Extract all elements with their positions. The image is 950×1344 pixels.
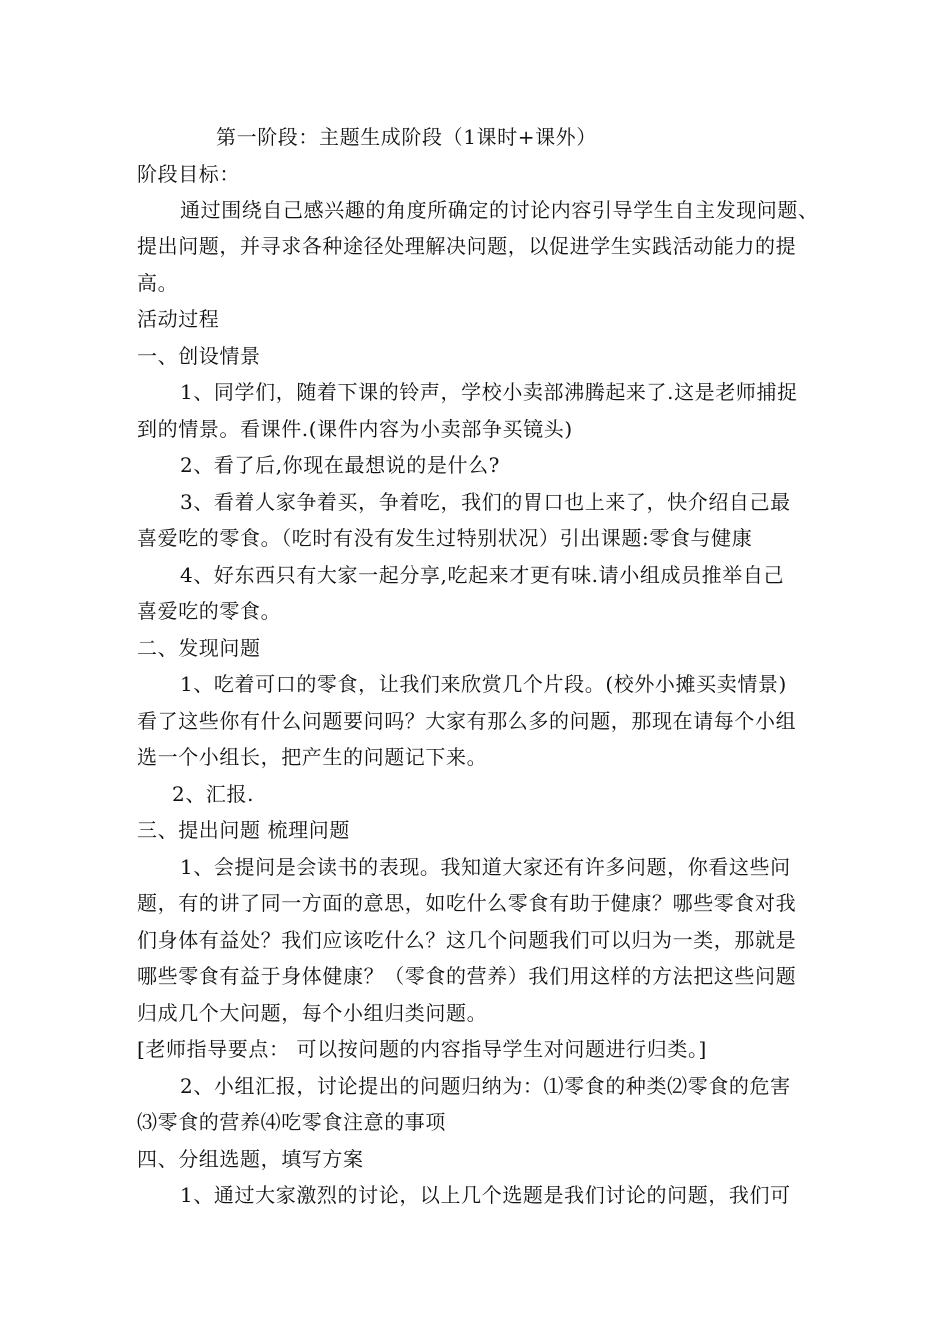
section-heading: 三、提出问题 梳理问题 — [137, 818, 350, 842]
paragraph-line: 看了这些你有什么问题要问吗？大家有那么多的问题，那现在请每个小组 — [137, 709, 797, 733]
paragraph-line: 提出问题，并寻求各种途径处理解决问题，以促进学生实践活动能力的提 — [137, 234, 797, 258]
stage-title: 第一阶段：主题生成阶段（1课时+课外） — [216, 125, 597, 149]
paragraph-line: 1、通过大家激烈的讨论，以上几个选题是我们讨论的问题，我们可 — [180, 1183, 791, 1207]
stage-goal-heading: 阶段目标： — [137, 162, 240, 186]
paragraph-line: 高。 — [137, 271, 179, 295]
paragraph-line: ⑶零食的营养⑷吃零食注意的事项 — [137, 1110, 446, 1134]
section-heading: 活动过程 — [137, 307, 220, 331]
teacher-note: [老师指导要点： 可以按问题的内容指导学生对问题进行归类。] — [137, 1037, 707, 1061]
paragraph-line: 1、会提问是会读书的表现。我知道大家还有许多问题，你看这些问 — [180, 855, 791, 879]
paragraph-line: 喜爱吃的零食。（吃时有没有发生过特别状况）引出课题:零食与健康 — [137, 526, 753, 550]
paragraph-line: 3、看着人家争着买，争着吃，我们的胃口也上来了，快介绍自己最 — [180, 490, 791, 514]
paragraph-line: 到的情景。看课件.(课件内容为小卖部争买镜头) — [137, 417, 573, 441]
paragraph-line: 2、汇报. — [172, 782, 255, 806]
section-heading: 一、创设情景 — [137, 344, 261, 368]
paragraph-line: 归成几个大问题，每个小组归类问题。 — [137, 1001, 488, 1025]
paragraph-line: 们身体有益处？我们应该吃什么？这几个问题我们可以归为一类，那就是 — [137, 928, 797, 952]
paragraph-line: 选一个小组长，把产生的问题记下来。 — [137, 745, 488, 769]
section-heading: 四、分组选题，填写方案 — [137, 1147, 364, 1171]
paragraph-line: 题，有的讲了同一方面的意思，如吃什么零食有助于健康？哪些零食对我 — [137, 891, 797, 915]
paragraph-line: 4、好东西只有大家一起分享,吃起来才更有味.请小组成员推举自己 — [180, 563, 785, 587]
paragraph-line: 1、吃着可口的零食，让我们来欣赏几个片段。(校外小摊买卖情景) — [180, 672, 787, 696]
paragraph-line: 2、小组汇报，讨论提出的问题归纳为：⑴零食的种类⑵零食的危害 — [180, 1074, 791, 1098]
paragraph-line: 2、看了后,你现在最想说的是什么? — [180, 453, 501, 477]
paragraph-line: 喜爱吃的零食。 — [137, 599, 282, 623]
paragraph-line: 哪些零食有益于身体健康？（零食的营养）我们用这样的方法把这些问题 — [137, 964, 797, 988]
paragraph-line: 通过围绕自己感兴趣的角度所确定的讨论内容引导学生自主发现问题、 — [180, 198, 819, 222]
section-heading: 二、发现问题 — [137, 636, 261, 660]
paragraph-line: 1、同学们，随着下课的铃声，学校小卖部沸腾起来了.这是老师捕捉 — [180, 380, 798, 404]
